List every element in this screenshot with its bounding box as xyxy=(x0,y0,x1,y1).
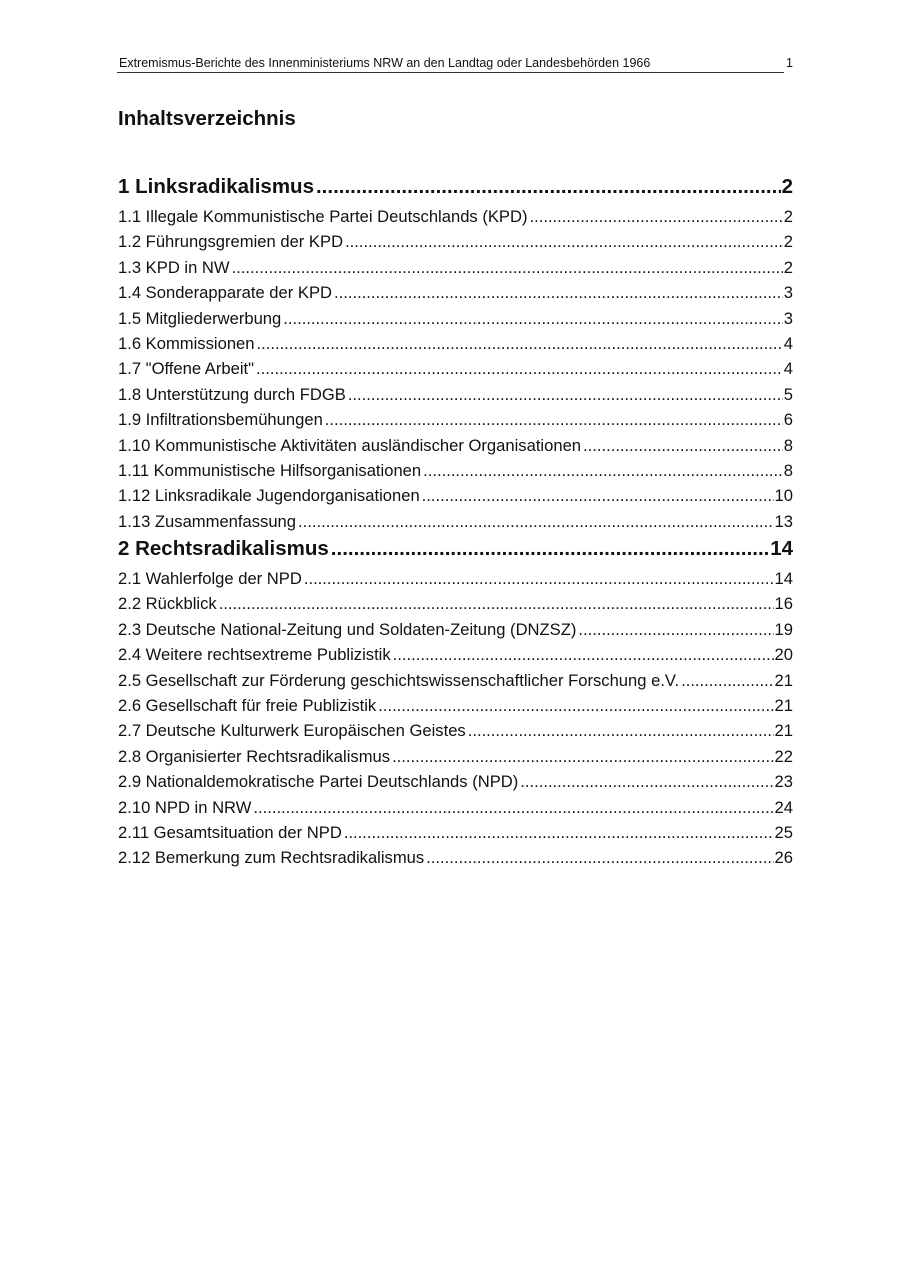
toc-dot-leader xyxy=(392,744,773,769)
toc-entry-page-number: 24 xyxy=(774,797,793,817)
toc-section-entry[interactable] xyxy=(118,229,793,254)
toc-dot-leader xyxy=(331,534,769,564)
toc-entry-page-number: 25 xyxy=(774,822,793,842)
toc-section-entry[interactable] xyxy=(118,795,793,820)
toc-section-entry[interactable] xyxy=(118,744,793,769)
toc-section-entry[interactable] xyxy=(118,845,793,870)
running-header-title: Extremismus-Berichte des Innenministeriums NRW an den Landtag oder Landesbehörden 1966 xyxy=(119,56,651,70)
toc-title: Inhaltsverzeichnis xyxy=(118,107,296,130)
toc-entry-title: 2.10 NPD in NRW xyxy=(118,797,252,817)
toc-dot-leader xyxy=(681,668,773,693)
toc-entry-title: 1 Linksradikalismus xyxy=(118,175,314,198)
toc-entry-title: 2 Rechtsradikalismus xyxy=(118,537,329,561)
toc-entry-title: 1.10 Kommunistische Aktivitäten ausländischer Organisationen xyxy=(118,435,582,455)
toc-entry-title: 2.8 Organisierter Rechtsradikalismus xyxy=(118,746,391,766)
toc-entry-page-number: 14 xyxy=(774,569,793,589)
toc-section-entry[interactable] xyxy=(118,356,793,381)
toc-dot-leader xyxy=(232,255,783,280)
toc-entry-page-number: 13 xyxy=(774,511,793,531)
toc-section-entry[interactable] xyxy=(118,693,793,718)
toc-entry-title: 2.3 Deutsche National-Zeitung und Soldaten-Zeitung (DNZSZ) xyxy=(118,619,577,639)
toc-section-entry[interactable] xyxy=(118,591,793,616)
toc-chapter-entry[interactable] xyxy=(118,172,793,204)
toc-entry-title: 2.6 Gesellschaft für freie Publizistik xyxy=(118,696,377,716)
toc-entry-page-number: 2 xyxy=(783,207,793,226)
toc-dot-leader xyxy=(256,356,783,381)
toc-entry-title: 1.1 Illegale Kommunistische Partei Deutschlands (KPD) xyxy=(118,207,528,226)
toc-entry-title: 2.4 Weitere rechtsextreme Publizistik xyxy=(118,645,391,665)
toc-section-entry[interactable] xyxy=(118,769,793,794)
toc-entry-page-number: 26 xyxy=(774,848,793,868)
toc-entry-page-number: 3 xyxy=(783,283,793,303)
toc-entry-page-number: 20 xyxy=(774,645,793,665)
toc-entry-title: 2.12 Bemerkung zum Rechtsradikalismus xyxy=(118,848,425,868)
toc-entry-title: 2.7 Deutsche Kulturwerk Europäischen Geistes xyxy=(118,721,466,741)
toc-dot-leader xyxy=(257,331,783,356)
toc-entry-title: 2.1 Wahlerfolge der NPD xyxy=(118,569,302,589)
toc-entry-page-number: 4 xyxy=(783,359,793,379)
toc-entry-title: 1.8 Unterstützung durch FDGB xyxy=(118,384,346,404)
toc-dot-leader xyxy=(378,693,773,718)
toc-entry-title: 1.11 Kommunistische Hilfsorganisationen xyxy=(118,460,422,480)
toc-entry-title: 1.9 Infiltrationsbemühungen xyxy=(118,410,323,430)
toc-section-entry[interactable] xyxy=(118,331,793,356)
toc-entry-title: 1.2 Führungsgremien der KPD xyxy=(118,232,344,252)
toc-dot-leader xyxy=(348,382,783,407)
toc-section-entry[interactable] xyxy=(118,255,793,280)
toc-entry-title: 2.11 Gesamtsituation der NPD xyxy=(118,822,342,842)
toc-entry-page-number: 19 xyxy=(774,619,793,639)
toc-dot-leader xyxy=(298,509,774,534)
toc-entry-page-number: 23 xyxy=(774,772,793,792)
toc-entry-page-number: 21 xyxy=(774,721,793,741)
toc-entry-page-number: 8 xyxy=(783,460,793,480)
toc-chapter-entry[interactable] xyxy=(118,534,793,566)
toc-entry-page-number: 22 xyxy=(774,746,793,766)
toc-dot-leader xyxy=(423,458,783,483)
header-rule xyxy=(117,72,784,73)
toc-dot-leader xyxy=(304,566,774,591)
toc-entry-title: 2.9 Nationaldemokratische Partei Deutschlands (NPD) xyxy=(118,772,519,792)
toc-dot-leader xyxy=(468,718,774,743)
toc-dot-leader xyxy=(344,820,774,845)
toc-section-entry[interactable] xyxy=(118,407,793,432)
toc-section-entry[interactable] xyxy=(118,280,793,305)
toc-dot-leader xyxy=(316,172,781,202)
toc-entry-page-number: 3 xyxy=(783,308,793,328)
toc-dot-leader xyxy=(578,617,773,642)
toc-dot-leader xyxy=(583,433,783,458)
toc-entry-title: 2.5 Gesellschaft zur Förderung geschichtswissenschaftlicher Forschung e.V. xyxy=(118,670,680,690)
toc-dot-leader xyxy=(325,407,783,432)
toc-dot-leader xyxy=(530,204,783,229)
toc-entry-page-number: 10 xyxy=(774,486,793,506)
toc-entry-page-number: 2 xyxy=(783,232,793,252)
toc-section-entry[interactable] xyxy=(118,718,793,743)
toc-dot-leader xyxy=(520,769,773,794)
toc-entry-title: 1.7 "Offene Arbeit" xyxy=(118,359,255,379)
toc-section-entry[interactable] xyxy=(118,668,793,693)
toc-entry-page-number: 16 xyxy=(774,594,793,614)
toc-dot-leader xyxy=(253,795,773,820)
toc-section-entry[interactable] xyxy=(118,433,793,458)
toc-entry-page-number: 2 xyxy=(783,257,793,277)
toc-dot-leader xyxy=(426,845,773,870)
toc-section-entry[interactable] xyxy=(118,642,793,667)
toc-section-entry[interactable] xyxy=(118,617,793,642)
toc-section-entry[interactable] xyxy=(118,509,793,534)
toc-dot-leader xyxy=(422,483,774,508)
toc-dot-leader xyxy=(393,642,774,667)
toc-entry-page-number: 8 xyxy=(783,435,793,455)
toc-section-entry[interactable] xyxy=(118,820,793,845)
toc-entry-page-number: 14 xyxy=(770,537,793,561)
table-of-contents xyxy=(118,172,793,871)
toc-entry-page-number: 6 xyxy=(783,410,793,430)
toc-entry-page-number: 21 xyxy=(774,670,793,690)
toc-entry-title: 2.2 Rückblick xyxy=(118,594,217,614)
toc-entry-page-number: 4 xyxy=(783,333,793,353)
toc-entry-title: 1.3 KPD in NW xyxy=(118,257,230,277)
toc-section-entry[interactable] xyxy=(118,566,793,591)
toc-entry-page-number: 21 xyxy=(774,696,793,716)
toc-dot-leader xyxy=(283,306,783,331)
toc-section-entry[interactable] xyxy=(118,306,793,331)
toc-entry-page-number: 5 xyxy=(783,384,793,404)
toc-section-entry[interactable] xyxy=(118,458,793,483)
toc-entry-title: 1.5 Mitgliederwerbung xyxy=(118,308,282,328)
toc-dot-leader xyxy=(345,229,783,254)
toc-section-entry[interactable] xyxy=(118,483,793,508)
toc-entry-title: 1.6 Kommissionen xyxy=(118,333,255,353)
page-number: 1 xyxy=(786,56,793,70)
toc-section-entry[interactable] xyxy=(118,382,793,407)
toc-dot-leader xyxy=(219,591,774,616)
toc-entry-title: 1.4 Sonderapparate der KPD xyxy=(118,283,333,303)
running-header xyxy=(117,54,793,72)
toc-entry-title: 1.12 Linksradikale Jugendorganisationen xyxy=(118,486,420,506)
toc-section-entry[interactable] xyxy=(118,204,793,229)
toc-dot-leader xyxy=(334,280,783,305)
toc-entry-page-number: 2 xyxy=(781,175,793,198)
toc-entry-title: 1.13 Zusammenfassung xyxy=(118,511,297,531)
